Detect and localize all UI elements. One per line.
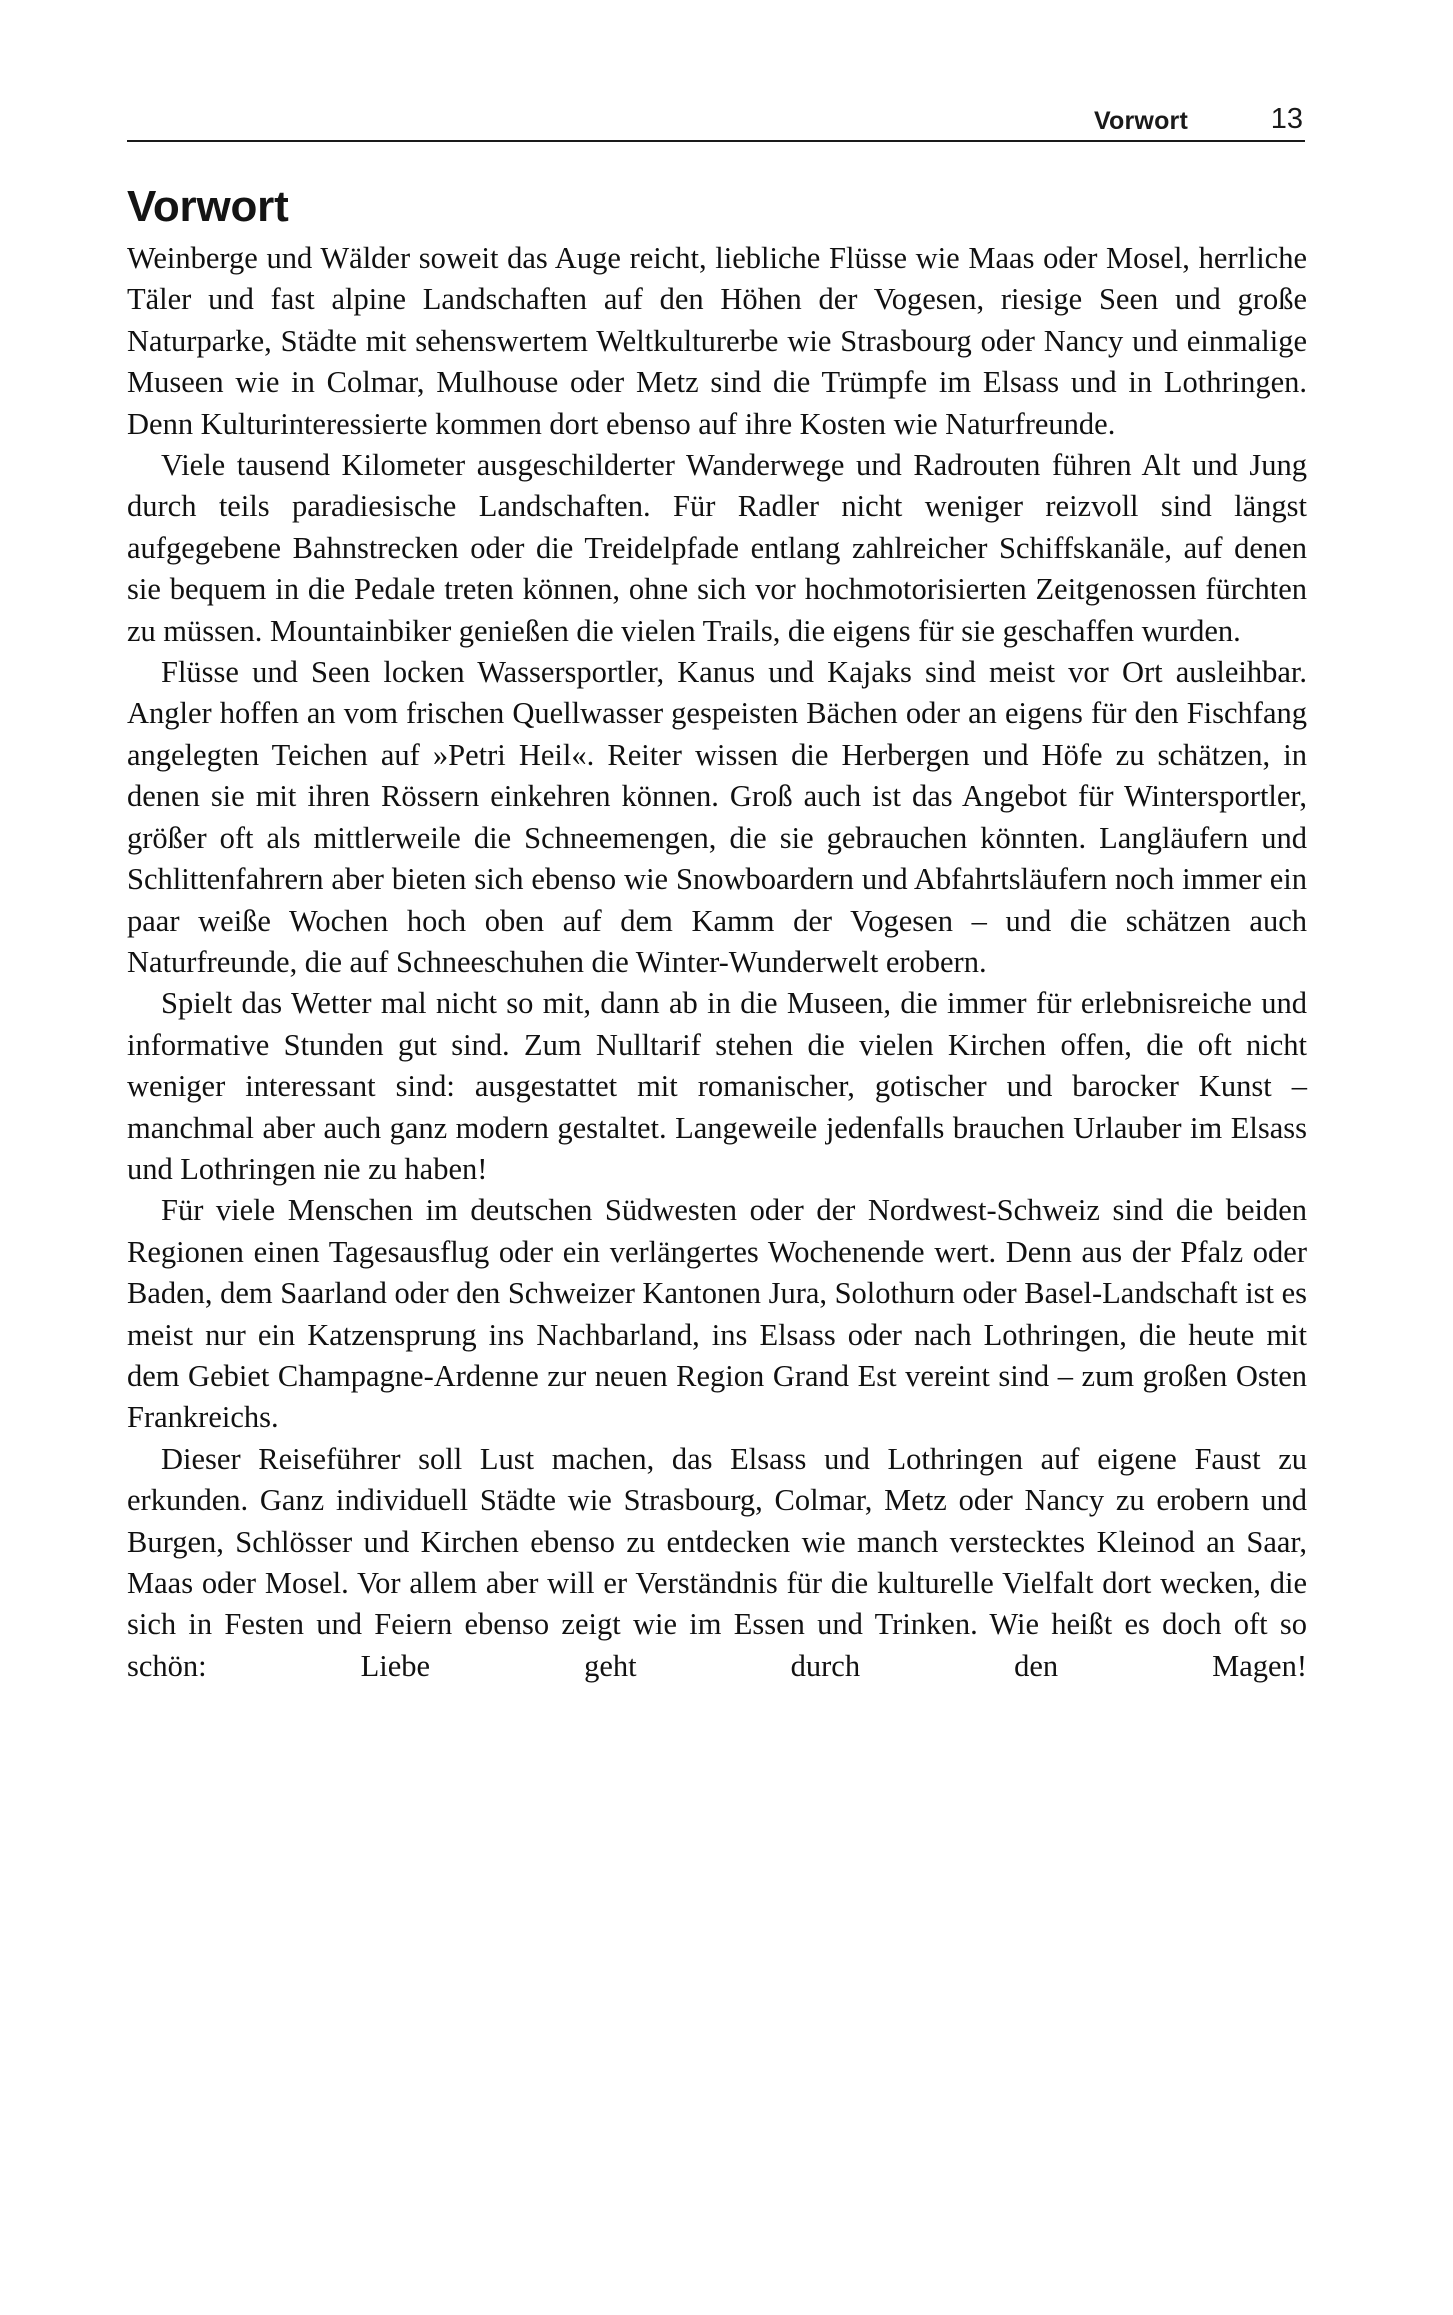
paragraph: Weinberge und Wälder soweit das Auge reicht, liebliche Flüsse wie Maas oder Mosel, herrliche Täler und fast alpine Landschaften auf den Höhen der Vogesen, riesige Seen und große Naturparke, Städte mit sehenswertem Weltkulturerbe wie Strasbourg oder Nancy und einmalige Museen wie in Colmar, Mulhouse oder Metz sind die Trümpfe im Elsass und in Lothringen. Denn Kulturinteressierte kommen dort ebenso auf ihre Kosten wie Naturfreunde. — [127, 241, 1307, 441]
paragraph: Dieser Reiseführer soll Lust machen, das Elsass und Lothringen auf eigene Faust zu erkunden. Ganz individuell Städte wie Strasbourg, Colmar, Metz oder Nancy zu erobern und Burgen, Schlösser und Kirchen ebenso zu entdecken wie manch verstecktes Kleinod an Saar, Maas oder Mosel. Vor allem aber will er Verständnis für die kulturelle Vielfalt dort wecken, die sich in Festen und Feiern ebenso zeigt wie im Essen und Trinken. Wie heißt es doch oft so schön: Liebe geht durch den Magen! — [127, 1441, 1307, 1683]
running-head-title: Vorwort — [1094, 107, 1188, 135]
page-number: 13 — [1270, 103, 1303, 135]
running-head — [127, 96, 1305, 142]
body-text — [127, 238, 1307, 1729]
paragraph: Viele tausend Kilometer ausgeschilderter Wanderwege und Radrouten führen Alt und Jung durch teils paradiesische Landschaften. Für Radler nicht weniger reizvoll sind längst aufgegebene Bahnstrecken oder die Treidelpfade entlang zahlreicher Schiffskanäle, auf denen sie bequem in die Pedale treten können, ohne sich vor hochmotorisierten Zeitgenossen fürchten zu müssen. Mountainbiker genießen die vielen Trails, die eigens für sie geschaffen wurden. — [127, 448, 1307, 648]
paragraph: Spielt das Wetter mal nicht so mit, dann ab in die Museen, die immer für erlebnisreiche und informative Stunden gut sind. Zum Nulltarif stehen die vielen Kirchen offen, die oft nicht weniger interessant sind: ausgestattet mit romanischer, gotischer und barocker Kunst – manchmal aber auch ganz modern gestaltet. Langeweile jedenfalls brauchen Urlauber im Elsass und Lothringen nie zu haben! — [127, 986, 1307, 1186]
paragraph: Flüsse und Seen locken Wassersportler, Kanus und Kajaks sind meist vor Ort ausleihbar. Angler hoffen an vom frischen Quellwasser gespeisten Bächen oder an eigens für den Fischfang angelegten Teichen auf »Petri Heil«. Reiter wissen die Herbergen und Höfe zu schätzen, in denen sie mit ihren Rössern einkehren können. Groß auch ist das Angebot für Wintersportler, größer oft als mittlerweile die Schneemengen, die sie gebrauchen könnten. Langläufern und Schlittenfahrern aber bieten sich ebenso wie Snowboardern und Abfahrtsläufern noch immer ein paar weiße Wochen hoch oben auf dem Kamm der Vogesen – und die schätzen auch Naturfreunde, die auf Schneeschuhen die Winter-Wunderwelt erobern. — [127, 655, 1307, 979]
page-title: Vorwort — [127, 182, 289, 232]
paragraph: Für viele Menschen im deutschen Südwesten oder der Nordwest-Schweiz sind die beiden Regionen einen Tagesausflug oder ein verlängertes Wochenende wert. Denn aus der Pfalz oder Baden, dem Saarland oder den Schweizer Kantonen Jura, Solothurn oder Basel-Landschaft ist es meist nur ein Katzensprung ins Nachbarland, ins Elsass oder nach Lothringen, die heute mit dem Gebiet Champagne-Ardenne zur neuen Region Grand Est vereint sind – zum großen Osten Frankreichs. — [127, 1193, 1307, 1435]
